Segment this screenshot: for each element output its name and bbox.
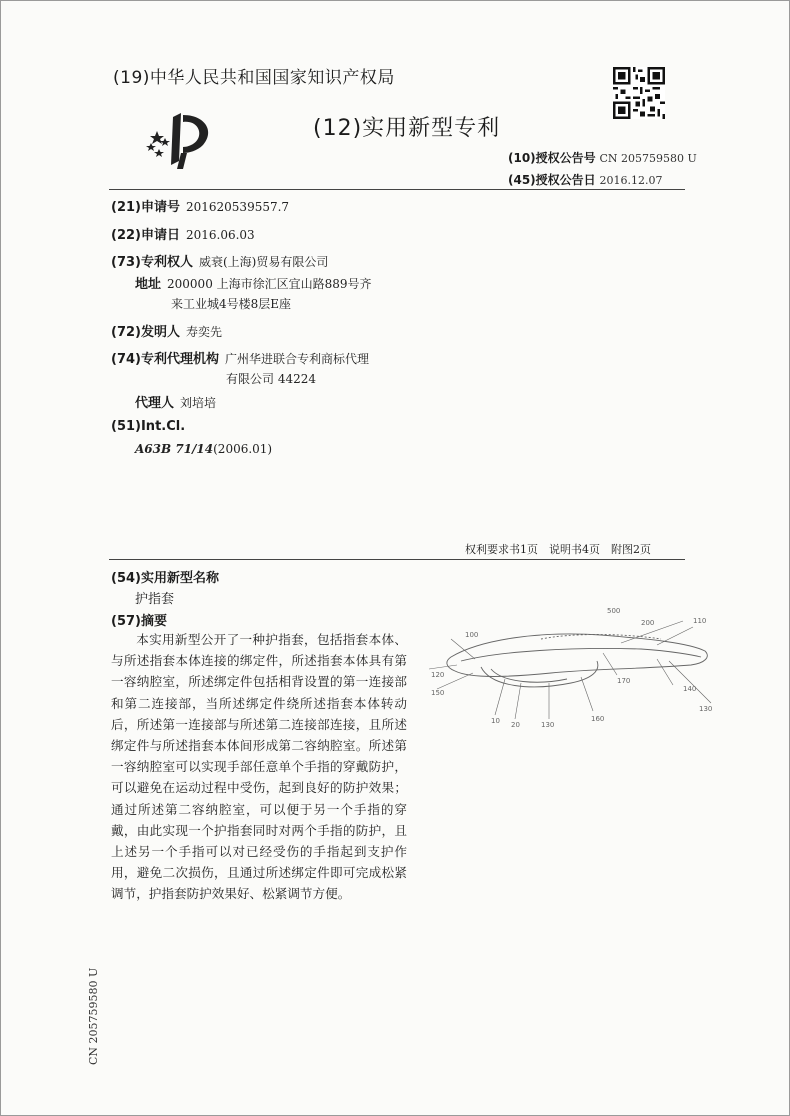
agent: 刘培培 (180, 396, 217, 410)
publication-number-row (508, 149, 697, 166)
publication-date-label: (45)授权公告日 (508, 173, 596, 187)
agency-line-2: 有限公司 44224 (226, 372, 316, 386)
publication-date: 2016.12.07 (599, 174, 663, 187)
header-divider (109, 189, 685, 190)
patentee-label: (73)专利权人 (111, 255, 193, 270)
drawing-label: 100 (465, 631, 479, 639)
int-cl-value (135, 442, 272, 456)
application-number: 201620539557.7 (185, 200, 290, 214)
inventor: 寿奕先 (185, 325, 222, 339)
drawing-label: 130 (541, 721, 555, 729)
application-number-row (111, 196, 289, 215)
document-type: (12)实用新型专利 (313, 116, 501, 141)
agency-line-1: 广州华进联合专利商标代理 (224, 352, 369, 366)
int-cl-row (111, 419, 185, 434)
abstract-label: (57)摘要 (111, 614, 167, 629)
publication-number-label: (10)授权公告号 (508, 151, 596, 165)
drawing-label: 160 (591, 715, 605, 723)
application-date-row (111, 224, 255, 243)
cnipa-logo (143, 109, 223, 175)
abstract-text: 本实用新型公开了一种护指套，包括指套本体、与所述指套本体连接的绑定件，所述指套本体具有第一容纳腔室，所述绑定件包括相背设置的第一连接部和第二连接部，当所述绑定件绕所述指套本体转动后，所述第一连接部与所述第二连接部连接，且所述绑定件与所述指套本体间形成第二容纳腔室。所述第一容纳腔室可以实现手部任意单个手指的穿戴防护，可以避免在运动过程中受伤，起到良好的防护效果；通过所述第二容纳腔室，可以便于另一个手指的穿戴，由此实现一个护指套同时对两个手指的防护，且上述另一个手指可以对已经受伤的手指起到支护作用，避免二次损伤，且通过所述绑定件即可完成松紧调节，护指套防护效果好、松紧调节方便。 (111, 632, 407, 902)
drawing-label: 120 (431, 671, 445, 679)
patentee: 威衰(上海)贸易有限公司 (198, 255, 329, 269)
publication-date-row (508, 171, 662, 188)
biblio-divider (109, 559, 685, 560)
int-cl-code: A63B 71/14 (135, 442, 214, 456)
agency-row (111, 348, 369, 367)
drawing-label: 140 (683, 685, 697, 693)
abstract-drawing (421, 599, 721, 743)
address-row (135, 273, 372, 292)
drawing-label: 170 (617, 677, 631, 685)
patentee-row (111, 251, 328, 270)
drawing-label: 10 (491, 717, 500, 725)
pages-summary: 权利要求书1页 说明书4页 附图2页 (465, 543, 651, 556)
application-date: 2016.06.03 (185, 228, 255, 242)
address-line-2: 来工业城4号楼8层E座 (171, 297, 292, 311)
drawing-label: 150 (431, 689, 445, 697)
utility-model-title: 护指套 (135, 592, 175, 607)
int-cl-year: (2006.01) (213, 442, 273, 456)
issuing-office: (19)中华人民共和国国家知识产权局 (113, 68, 395, 88)
application-number-label: (21)申请号 (111, 200, 180, 215)
agent-row (135, 392, 216, 411)
inventor-label: (72)发明人 (111, 325, 180, 340)
drawing-label: 20 (511, 721, 520, 729)
side-publication-code: CN 205759580 U (87, 967, 100, 1065)
inventor-row (111, 321, 222, 340)
application-date-label: (22)申请日 (111, 228, 180, 243)
title-section-label: (54)实用新型名称 (111, 571, 219, 586)
drawing-label: 130 (699, 705, 713, 713)
qr-code (613, 67, 665, 123)
drawing-label: 110 (693, 617, 707, 625)
address-label: 地址 (135, 277, 162, 292)
agent-label: 代理人 (135, 396, 175, 411)
address-line-1: 200000 上海市徐汇区宜山路889号齐 (167, 277, 372, 291)
drawing-label: 500 (607, 607, 621, 615)
int-cl-label: (51)Int.Cl. (111, 419, 186, 434)
drawing-label: 200 (641, 619, 655, 627)
agency-label: (74)专利代理机构 (111, 352, 219, 367)
publication-number: CN 205759580 U (599, 152, 697, 165)
